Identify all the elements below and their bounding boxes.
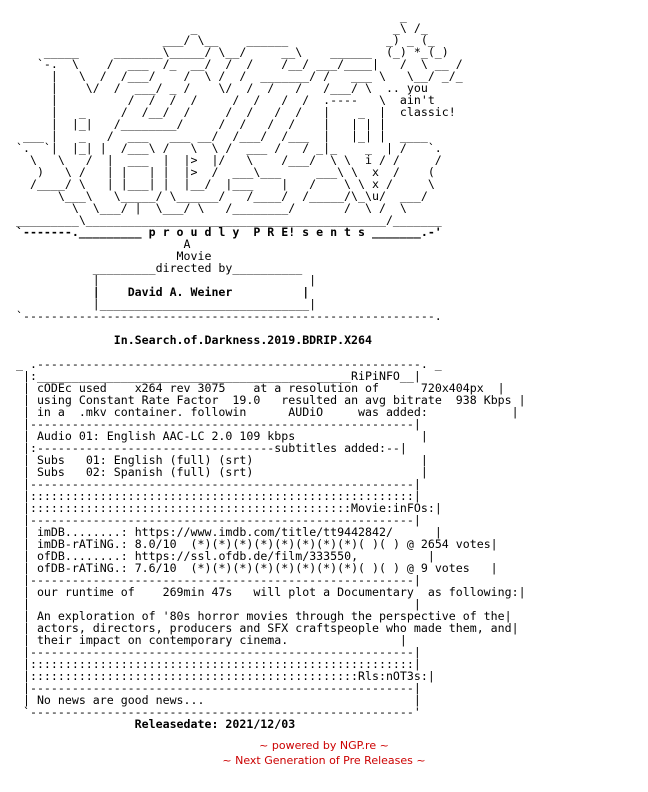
plot-line-3: | their impact on contemporary cinema. | bbox=[16, 633, 407, 647]
ascii-art-line: _________\___________________________________________/_______ bbox=[16, 213, 442, 227]
imdb-rating-line: | imDB-rATiNG.: 8.0/10 (*)(*)(*)(*)(*)(*)(*)(*)( )( ) @ 2654 votes| bbox=[16, 537, 498, 551]
plot-line-2: | actors, directors, producers and SFX craftspeople who made them, and| bbox=[16, 621, 519, 635]
directed-by-line: _________directed by__________ bbox=[16, 261, 303, 275]
crf-line: | using Constant Rate Factor 19.0 resulted an avg bitrate 938 Kbps | bbox=[16, 393, 526, 407]
notes-line: | No news are good news... | bbox=[16, 693, 421, 707]
ascii-art-logo bbox=[16, 10, 636, 238]
notes-header: |:::::::::::::::::::::::::::::::::::::::::::::::Rls:nOT3s:| bbox=[16, 669, 435, 683]
ofdb-link: https://ssl.ofdb.de/film/333550, bbox=[134, 549, 359, 563]
subs-line-1: | Subs 01: English (full) (srt) | bbox=[16, 453, 428, 467]
presents-movie: Movie bbox=[176, 249, 212, 263]
subtitles-header: |:----------------------------------subtitles added:--| bbox=[16, 441, 407, 455]
ripinfo-header: |:_____________________________________________RiPiNFO__| bbox=[16, 369, 421, 383]
release-date: Releasedate: 2021/12/03 bbox=[134, 717, 296, 731]
subs-line-2: | Subs 02: Spanish (full) (srt) | bbox=[16, 465, 428, 479]
director-name: David A. Weiner bbox=[127, 285, 233, 299]
ascii-art-line: `-------._________ p r o u d l y P R E! s e n t s _______.-' bbox=[16, 225, 442, 239]
footer bbox=[0, 738, 648, 768]
ascii-art-line: \___\ \_____/ \______/ /____/ /_____/\_\u/ ___/ bbox=[16, 189, 428, 203]
ascii-art-line: \ \ / | ___ | |> |/ \ /___/ \ \ i / / / bbox=[16, 153, 442, 167]
ofdb-rating-line: | ofDB-rATiNG.: 7.6/10 (*)(*)(*)(*)(*)(*)(*)(*)( )( ) @ 9 votes | bbox=[16, 561, 498, 575]
ascii-art-line: _ bbox=[16, 9, 407, 23]
container-line: | in a .mkv container. followin AUDiO was added: | bbox=[16, 405, 519, 419]
plot-line-1: | An exploration of '80s horror movies through the perspective of the| bbox=[16, 609, 512, 623]
imdb-link: https://www.imdb.com/title/tt9442842/ bbox=[134, 525, 393, 539]
next-generation-line: ~ Next Generation of Pre Releases ~ bbox=[222, 754, 426, 767]
ascii-art-line: | |_| /________/ / / / / | | | | bbox=[16, 117, 386, 131]
ascii-art-line: | \ / /___/ / \ / / _______/ / ___ \ \__/ _/_ bbox=[16, 69, 463, 83]
ascii-art-line: ) \ / | | | | |> / ___\___ ___\ \ x / ( bbox=[16, 165, 435, 179]
audio-line: | Audio 01: English AAC-LC 2.0 109 kbps | bbox=[16, 429, 428, 443]
movieinfo-header: |::::::::::::::::::::::::::::::::::::::::::::::Movie:inFOs:| bbox=[16, 501, 442, 515]
ascii-art-line: ___ | _ / ___ ___ __/ /___/ /___ | |_| | ____ bbox=[16, 129, 428, 143]
ascii-art-line: _____ _______\_____/ \__/ __\ ______ (_) *_(_) bbox=[16, 45, 449, 59]
ascii-art-line: | \/ / ___/ _ / \/ / / / /___/ \ .. you bbox=[16, 81, 428, 95]
imdb-line: | imDB........: https://www.imdb.com/title/tt9442842/ | bbox=[16, 525, 442, 539]
ascii-art-line: _ _\ /_ bbox=[16, 21, 428, 35]
ascii-art-line: ___/ \__ ______ _) _ (_ bbox=[16, 33, 435, 47]
ascii-art-line: \ \___/ | \___/ \ /________/ / \ / \ bbox=[16, 201, 407, 215]
powered-by-line: ~ powered by NGP.re ~ bbox=[259, 739, 389, 752]
ofdb-line: | ofDB........: https://ssl.ofdb.de/film/333550, | bbox=[16, 549, 435, 563]
ascii-art-line: | _ / /__/ / / / / / | _ | classic! bbox=[16, 105, 456, 119]
codec-line: | cODEc used x264 rev 3075 at a resolution of 720x404px | bbox=[16, 381, 505, 395]
ascii-art-line: | / / / / / / / / .---- \ ain't bbox=[16, 93, 435, 107]
release-name: In.Search.of.Darkness.2019.BDRIP.X264 bbox=[113, 333, 372, 347]
presents-a: A bbox=[183, 237, 191, 251]
ascii-art-line: `. `| |_| | /___\ / \ \ / ___ / / _|_ _ | / `. bbox=[16, 141, 442, 155]
nfo-document: _ _ _\ /_ ___/ \__ ______ _) _ (_ _____ _______\_____/ \__/ __\ ______ (_) *_(_) `-. \ / ___ /_ __/ / / /__/ ___/____| / \ __ / | \ / /___/ / \ / / _______/ / ___ \ \__/ _/_ | \/ / ___/ _ / \/ / / / /___/ \ .. you | / / / / / / / / .---- \ ain't | _ / /__/ / / / / / | _ | classic! | |_| /________/ / / / / | | | | ___ | _ / ___ ___ __/ /___/ /___ | |_| | ____ `. `| |_| | /___\ / \ \ / ___ / / _|_ _ | / `. \ \ / | ___ | |> |/ \ /___/ \ \ i / / / ) \ / | | | | |> / ___\___ ___\ \ x / ( /____/ \ | |___| | |__/ |___ | / \ \ x / \ \___\ \_____/ \______/ /____/ /_____/\_\u/ ___/ \ \___/ | \___/ \ /________/ / \ / \ _________\___________________________________________/_______ `-------._________ p r o u d l y P R E! s e n t s _______.-' A Movie _________directed by__________ | | | David A. Weiner | |______________________________| `-----------------------------------------------------------. In.Search.of.Darkness.2019.BDRIP.X264 _ .-------------------------------------------------------. _ |:_____________________________________________RiPiNFO__| | cODEc used x264 rev 3075 at a resolution of 720x404px | | using Constant Rate Factor 19.0 resulted an avg bitrate 938 Kbps | | in a .mkv container. followin AUDiO was added: | |-------------------------------------------------------| | Audio 01: English AAC-LC 2.0 109 kbps | |:----------------------------------subtitles added:--| | Subs 01: English (full) (srt) | | Subs 02: Spanish (full) (srt) | |-------------------------------------------------------| |:::::::::::::::::::::::::::::::::::::::::::::::::::::::| |::::::::::::::::::::::::::::::::::::::::::::::Movie:inFOs:| |-------------------------------------------------------| | imDB........: https://www.imdb.com/title/tt9442842/ | | imDB-rATiNG.: 8.0/10 (*)(*)(*)(*)(*)(*)(*)(*)( )( ) @ 2654 votes| | ofDB........: https://ssl.ofdb.de/film/333550, | | ofDB-rATiNG.: 7.6/10 (*)(*)(*)(*)(*)(*)(*)(*)( )( ) @ 9 votes | |-------------------------------------------------------| | our runtime of 269min 47s will plot a Documentary as following:| | | | An exploration of '80s horror movies through the perspective of the| | actors, directors, producers and SFX craftspeople who made them, and| | their impact on contemporary cinema. | |-------------------------------------------------------| |:::::::::::::::::::::::::::::::::::::::::::::::::::::::| |:::::::::::::::::::::::::::::::::::::::::::::::Rls:nOT3s:| |-------------------------------------------------------| | No news are good news... | `-------------------------------------------------------' Releasedate: 2021/12/03 bbox=[16, 10, 636, 730]
director-line: | David A. Weiner | bbox=[16, 285, 310, 299]
ascii-art-line: `-. \ / ___ /_ __/ / / /__/ ___/____| / \ __ / bbox=[16, 57, 463, 71]
runtime-line: | our runtime of 269min 47s will plot a Documentary as following:| bbox=[16, 585, 526, 599]
ascii-art-line: /____/ \ | |___| | |__/ |___ | / \ \ x / \ bbox=[16, 177, 435, 191]
